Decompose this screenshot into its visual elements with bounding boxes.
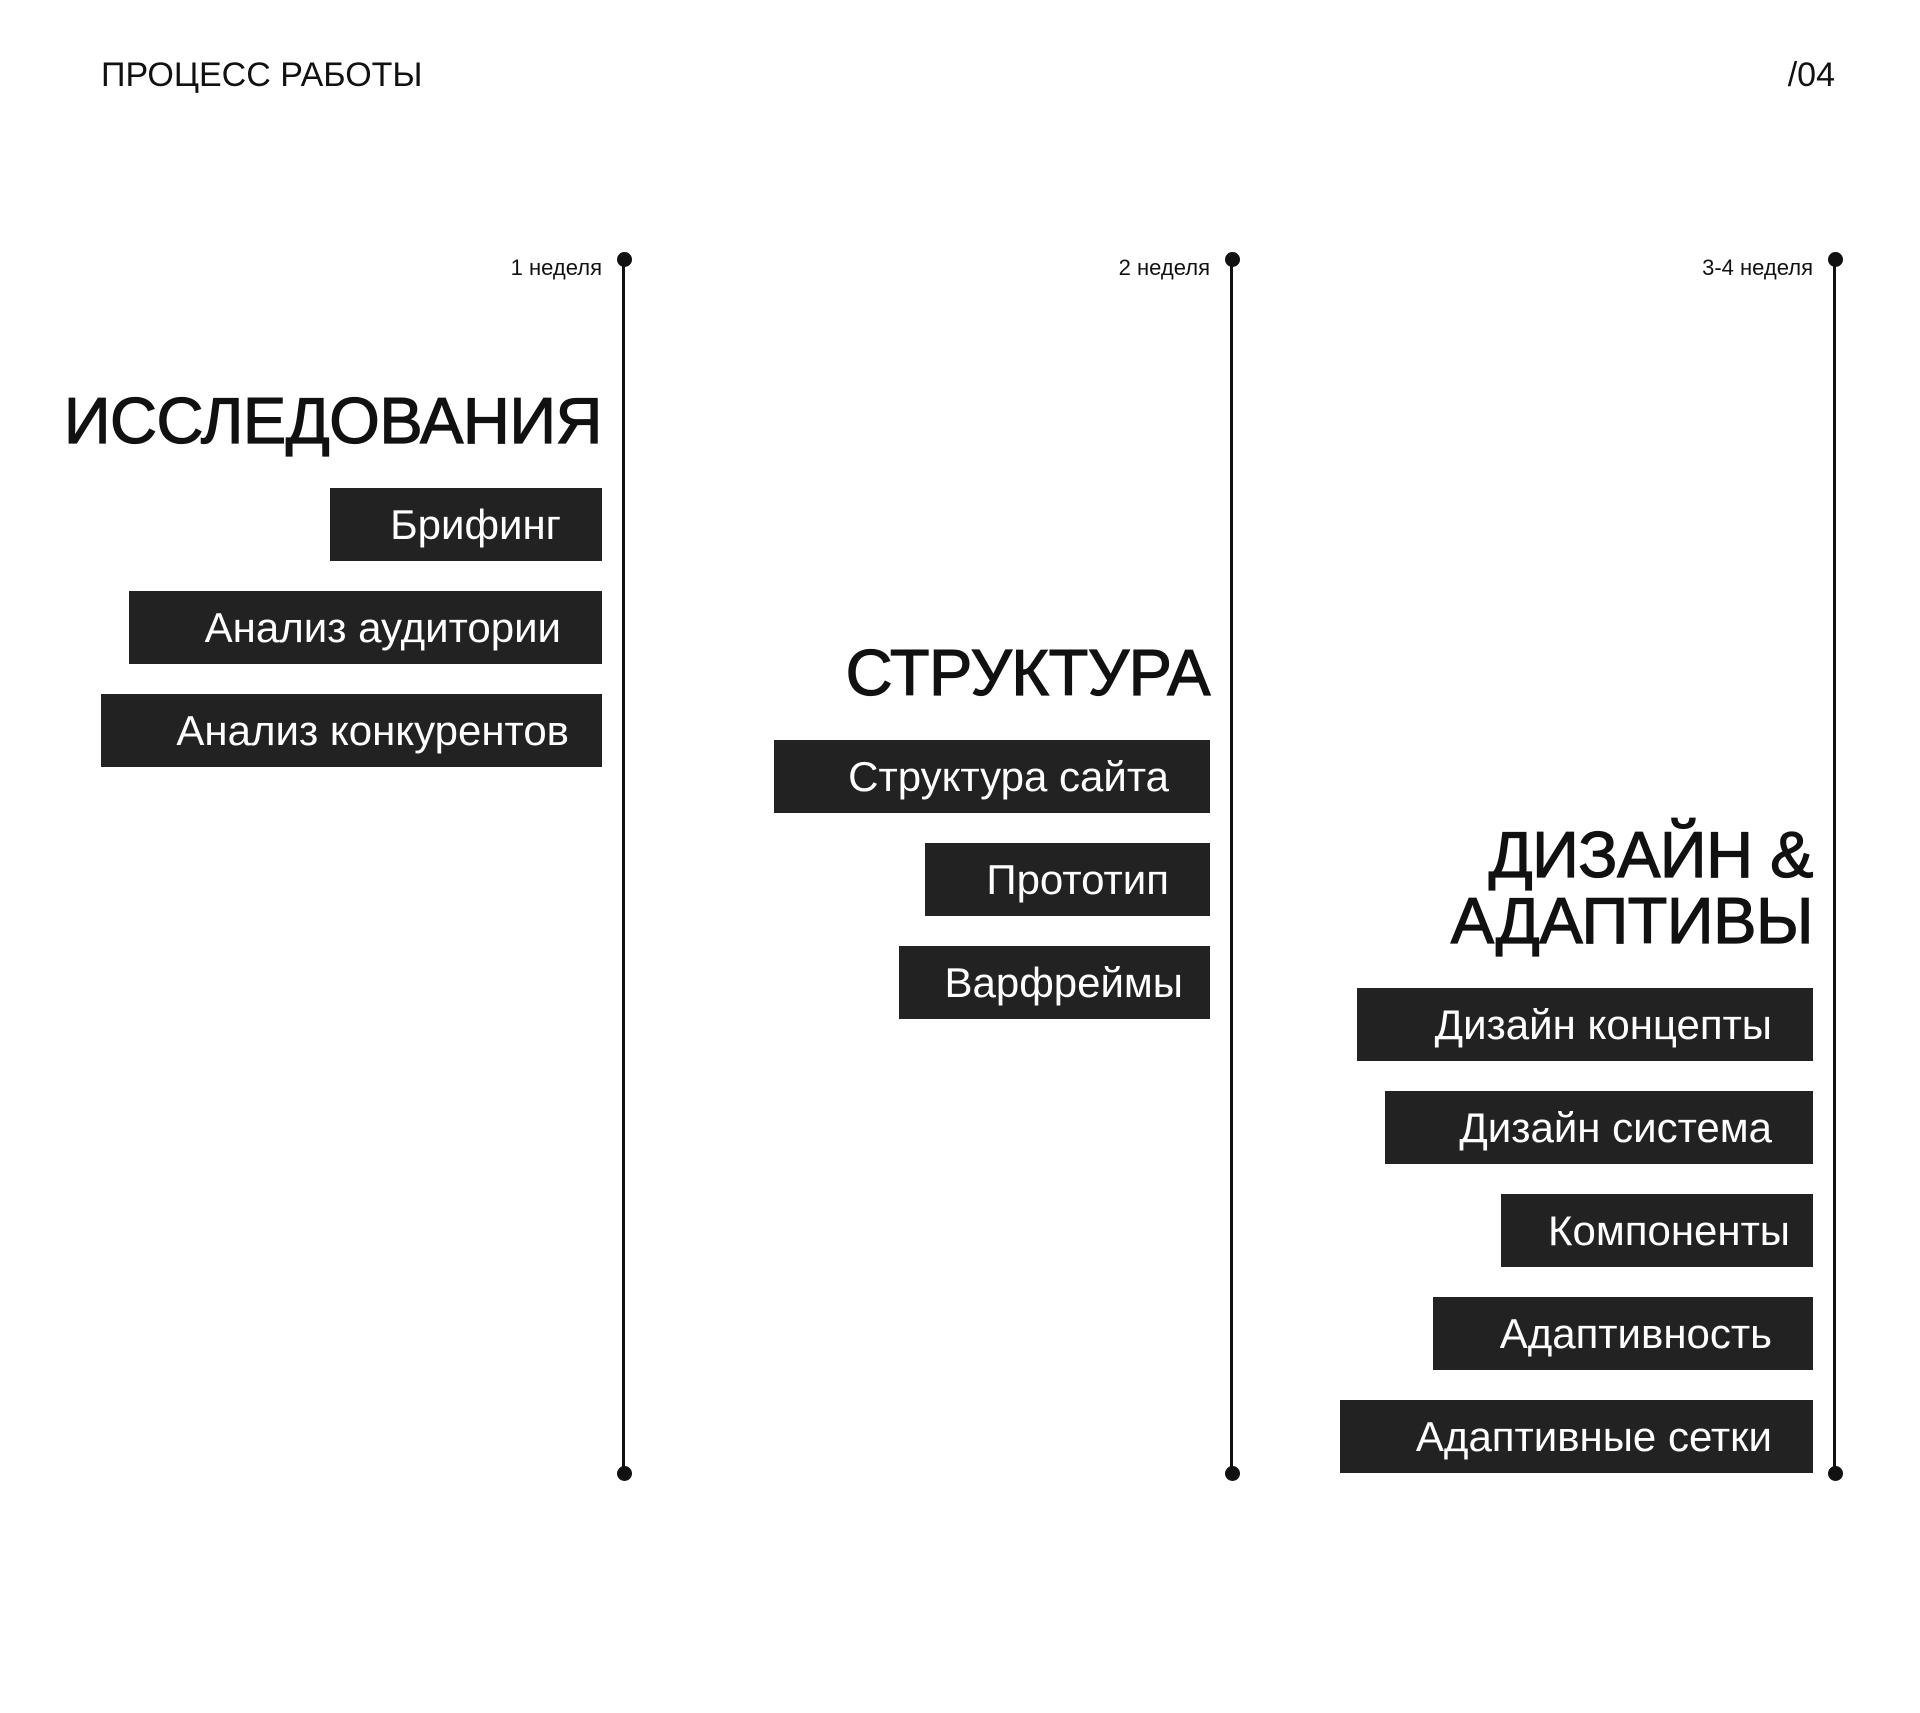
task-site-structure: Структура сайта	[774, 740, 1210, 813]
timeline-end-dot-week-2	[1225, 1466, 1240, 1481]
phase-title-research: ИССЛЕДОВАНИЯ	[63, 384, 602, 457]
task-prototype: Прототип	[925, 843, 1210, 916]
timeline-start-dot-week-1	[617, 252, 632, 267]
task-design-system: Дизайн система	[1385, 1091, 1813, 1164]
week-label: 2 неделя	[1118, 255, 1210, 280]
task-components: Компоненты	[1501, 1194, 1813, 1267]
phase-title-design-line-2: АДАПТИВЫ	[1450, 884, 1813, 957]
page-title: ПРОЦЕСС РАБОТЫ	[101, 56, 423, 94]
task-competitor-analysis: Анализ конкурентов	[101, 694, 602, 767]
timeline-end-dot-week-1	[617, 1466, 632, 1481]
task-audience-analysis: Анализ аудитории	[129, 591, 602, 664]
week-label: 3-4 неделя	[1702, 255, 1813, 280]
task-adaptivity: Адаптивность	[1433, 1297, 1813, 1370]
timeline-end-dot-week-3-4	[1828, 1466, 1843, 1481]
timeline-line-week-1	[622, 260, 625, 1474]
phase-title-structure: СТРУКТУРА	[845, 636, 1210, 709]
timeline-line-week-2	[1230, 260, 1233, 1474]
week-label: 1 неделя	[510, 255, 602, 280]
task-briefing: Брифинг	[330, 488, 602, 561]
task-wireframes: Варфреймы	[899, 946, 1210, 1019]
task-adaptive-grids: Адаптивные сетки	[1340, 1400, 1813, 1473]
phase-title-design-line-1: ДИЗАЙН &	[1488, 818, 1813, 891]
page-number: /04	[1787, 56, 1835, 94]
timeline-line-week-3-4	[1833, 260, 1836, 1474]
timeline-start-dot-week-3-4	[1828, 252, 1843, 267]
task-design-concepts: Дизайн концепты	[1357, 988, 1813, 1061]
timeline-start-dot-week-2	[1225, 252, 1240, 267]
